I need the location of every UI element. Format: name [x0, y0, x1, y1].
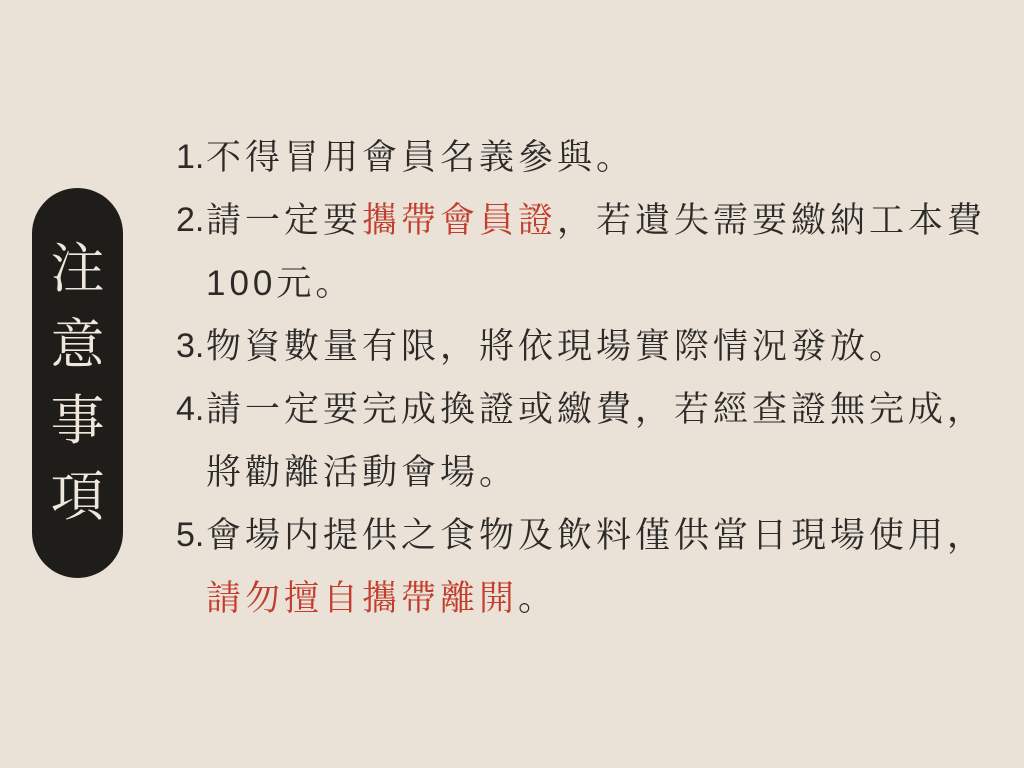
text-segment: 會場内提供之食物及飲料僅供當日現場使用， — [206, 516, 987, 555]
note-text — [206, 504, 996, 630]
text-segment: 請一定要 — [206, 201, 363, 240]
note-text — [206, 315, 996, 378]
vertical-title-pill — [32, 188, 123, 578]
note-text — [206, 378, 996, 504]
highlighted-text-segment: 請勿擅自攜帶離開 — [206, 579, 519, 618]
vertical-title-char: 事 — [50, 391, 105, 451]
vertical-title-char: 意 — [50, 315, 105, 375]
vertical-title-char: 項 — [50, 467, 105, 527]
note-number: 1. — [176, 138, 205, 176]
text-segment: ，若遺失需要繳納工本費100元。 — [206, 201, 987, 303]
note-number: 2. — [176, 201, 205, 239]
note-item — [176, 315, 1000, 378]
note-number: 4. — [176, 390, 205, 428]
notes-list — [176, 126, 1000, 630]
note-text — [206, 126, 996, 189]
note-item — [176, 126, 1000, 189]
note-number: 5. — [176, 516, 205, 554]
highlighted-text-segment: 攜帶會員證 — [362, 201, 558, 240]
text-segment: 不得冒用會員名義參與。 — [206, 138, 636, 177]
note-text — [206, 189, 996, 315]
note-number: 3. — [176, 327, 205, 365]
note-item — [176, 378, 1000, 504]
note-item — [176, 504, 1000, 630]
text-segment: 請一定要完成換證或繳費，若經查證無完成，將勸離活動會場。 — [206, 390, 987, 492]
text-segment: 。 — [518, 579, 558, 618]
vertical-title-char: 注 — [50, 239, 105, 299]
note-item — [176, 189, 1000, 315]
text-segment: 物資數量有限，將依現場實際情況發放。 — [206, 327, 909, 366]
